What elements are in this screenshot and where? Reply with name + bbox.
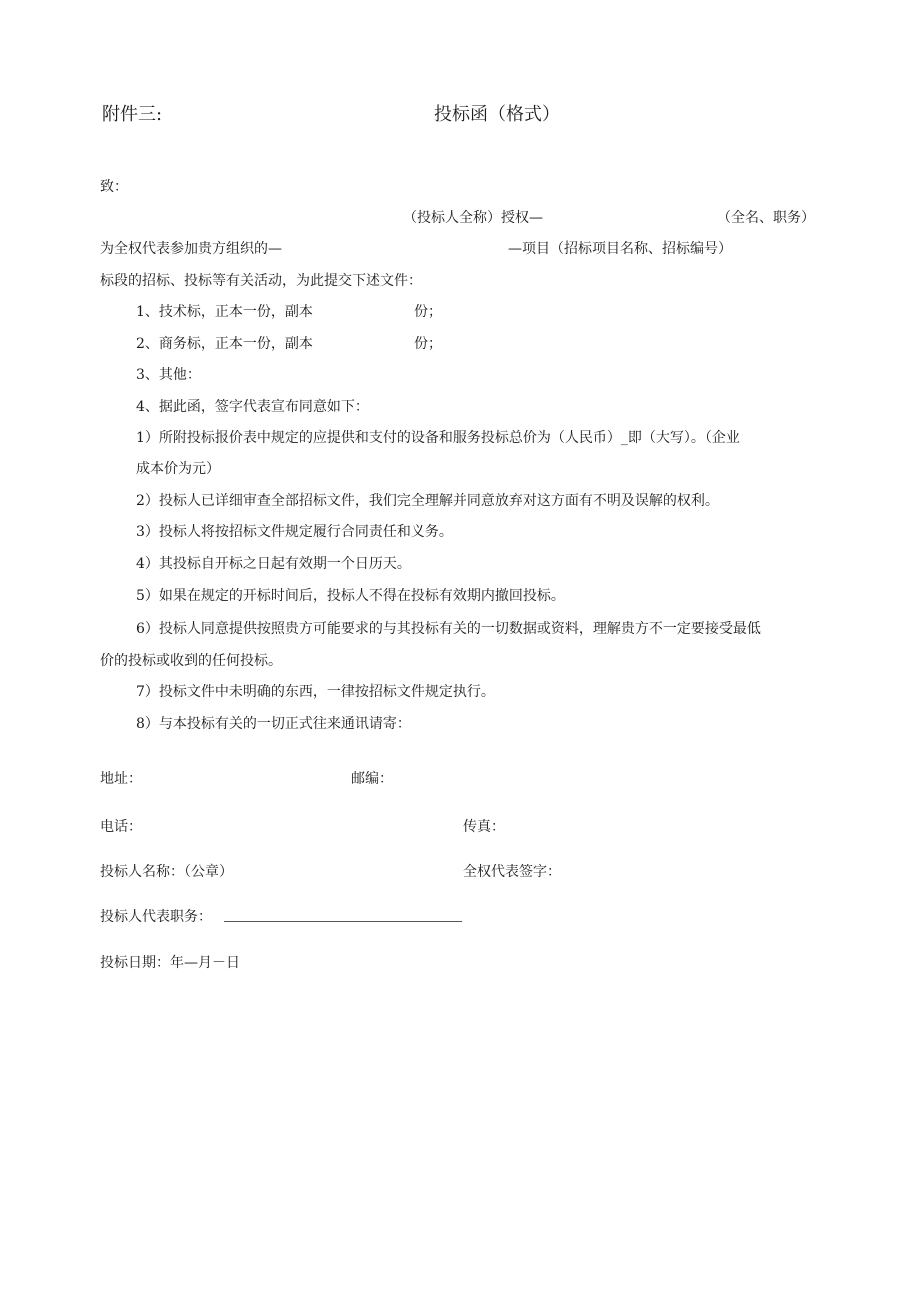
document-item-commercial-unit: 份； xyxy=(414,336,442,352)
fax-label: 传真： xyxy=(463,819,505,835)
page-title: 投标函（格式） xyxy=(434,104,560,125)
clause-6-line-1: 6）投标人同意提供按照贵方可能要求的与其投标有关的一切数据或资料，理解贵方不一定要接受最低 xyxy=(136,621,761,637)
document-item-other: 3、其他： xyxy=(136,367,201,383)
clause-1-line-1: 1）所附投标报价表中规定的应提供和支付的设备和服务投标总价为（人民币）_即（大写）。（企业 xyxy=(136,430,740,446)
address-label: 地址： xyxy=(100,771,142,787)
submission-text: 标段的招标、投标等有关活动，为此提交下述文件： xyxy=(100,273,422,289)
name-position-text: （全名、职务） xyxy=(717,210,815,226)
bidder-name-label: 投标人名称：（公章） xyxy=(100,864,233,880)
clause-5: 5）如果在规定的开标时间后，投标人不得在投标有效期内撤回投标。 xyxy=(136,588,565,604)
bid-date-label: 投标日期：年—月－日 xyxy=(100,955,240,971)
addressee-line: 致： xyxy=(100,179,128,195)
clause-2: 2）投标人已详细审查全部招标文件，我们完全理解并同意放弃对这方面有不明及误解的权利。 xyxy=(136,493,719,509)
representative-text: 为全权代表参加贵方组织的— xyxy=(100,241,282,257)
clause-1-line-2: 成本价为元） xyxy=(136,461,220,477)
attachment-label: 附件三: xyxy=(102,104,163,125)
clause-3: 3）投标人将按招标文件规定履行合同责任和义务。 xyxy=(136,524,453,540)
clause-6-line-2: 价的投标或收到的任何投标。 xyxy=(100,653,282,669)
phone-label: 电话： xyxy=(100,819,142,835)
document-item-commercial: 2、商务标，正本一份，副本 xyxy=(136,336,313,352)
document-item-technical: 1、技术标，正本一份，副本 xyxy=(136,304,313,320)
document-item-technical-unit: 份； xyxy=(414,304,442,320)
clause-4: 4）其投标自开标之日起有效期一个日历天。 xyxy=(136,556,411,572)
project-text: —项目（招标项目名称、招标编号） xyxy=(508,241,732,257)
clause-7: 7）投标文件中未明确的东西，一律按招标文件规定执行。 xyxy=(136,684,495,700)
bidder-full-name-text: （投标人全称）授权— xyxy=(403,210,543,226)
position-label: 投标人代表职务： xyxy=(100,909,212,925)
position-blank-line xyxy=(224,921,462,922)
clause-8: 8）与本投标有关的一切正式往来通讯请寄： xyxy=(136,716,411,732)
signature-label: 全权代表签字： xyxy=(463,864,561,880)
postcode-label: 邮编： xyxy=(351,771,393,787)
document-item-agreement: 4、据此函，签字代表宣布同意如下： xyxy=(136,399,369,415)
